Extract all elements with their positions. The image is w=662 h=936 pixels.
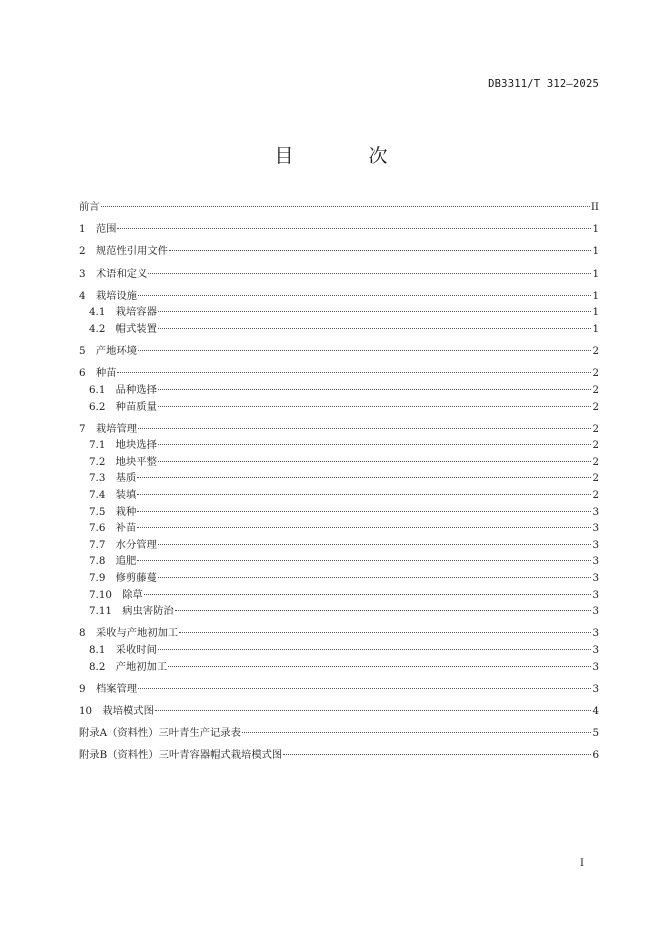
toc-entry-label: 7.1 地块选择 — [89, 439, 157, 452]
toc-entry-page: 2 — [592, 422, 599, 435]
toc-entry-label: 5 产地环境 — [79, 345, 138, 358]
toc-entry-label: 6.2 种苗质量 — [89, 400, 157, 413]
toc-leader-dots — [158, 389, 592, 390]
toc-entry-page: 3 — [592, 627, 599, 640]
page-title: 目 次 — [274, 145, 416, 167]
toc-entry-label: 8.1 采收时间 — [89, 644, 157, 656]
toc-leader-dots — [137, 511, 591, 512]
toc-leader-dots — [175, 610, 592, 611]
toc-entry[interactable] — [79, 725, 599, 742]
toc-leader-dots — [137, 494, 591, 495]
toc-entry[interactable] — [79, 399, 599, 416]
toc-entry-page: II — [590, 201, 599, 213]
toc-entry-page: 2 — [592, 472, 599, 485]
toc-leader-dots — [179, 632, 591, 633]
toc-entry-page: 3 — [592, 660, 599, 673]
toc-entry[interactable] — [79, 288, 599, 305]
toc-entry-page: 2 — [592, 383, 599, 396]
toc-entry-page: 3 — [592, 644, 599, 656]
toc-entry-label: 4 栽培设施 — [79, 289, 138, 302]
toc-leader-dots — [158, 544, 592, 545]
toc-entry-label: 6 种苗 — [79, 367, 117, 380]
toc-leader-dots — [168, 666, 591, 667]
toc-entry-page: 1 — [592, 267, 599, 280]
toc-leader-dots — [158, 444, 592, 445]
toc-leader-dots — [158, 328, 592, 329]
toc-entry-label: 4.1 栽培容器 — [89, 306, 157, 319]
toc-entry[interactable] — [79, 365, 599, 382]
toc-entry-label: 8.2 产地初加工 — [89, 660, 168, 673]
toc-entry[interactable] — [79, 681, 599, 698]
toc-entry[interactable] — [79, 243, 599, 260]
toc-entry-page: 3 — [592, 505, 599, 518]
toc-entry-label: 6.1 品种选择 — [89, 383, 157, 396]
toc-entry-label: 4.2 帽式装置 — [89, 322, 157, 335]
toc-entry[interactable] — [79, 625, 599, 642]
toc-entry[interactable] — [79, 553, 599, 570]
toc-entry-page: 3 — [592, 605, 599, 618]
toc-entry[interactable] — [79, 659, 599, 676]
toc-entry-label: 7 栽培管理 — [79, 422, 138, 435]
toc-leader-dots — [138, 428, 591, 429]
toc-entry[interactable] — [79, 642, 599, 659]
toc-entry[interactable] — [79, 382, 599, 399]
toc-entry-page: 3 — [592, 538, 599, 551]
toc-entry-page: 4 — [592, 704, 599, 717]
toc-entry-page: 2 — [592, 400, 599, 413]
toc-entry-label: 9 档案管理 — [79, 682, 138, 695]
toc-entry[interactable] — [79, 520, 599, 537]
toc-entry[interactable] — [79, 470, 599, 487]
toc-entry[interactable] — [79, 199, 599, 216]
toc-entry-label: 7.3 基质 — [89, 472, 137, 485]
toc-entry[interactable] — [79, 504, 599, 521]
toc-entry[interactable] — [79, 487, 599, 504]
toc-entry-page: 3 — [592, 555, 599, 568]
toc-entry-label: 7.8 追肥 — [89, 555, 137, 568]
toc-entry-label: 7.5 栽种 — [89, 505, 137, 518]
toc-entry-page: 2 — [592, 489, 599, 502]
toc-entry-page: 3 — [592, 682, 599, 695]
toc-entry[interactable] — [79, 537, 599, 554]
toc-leader-dots — [158, 311, 592, 312]
toc-entry-page: 1 — [592, 289, 599, 302]
toc-entry-label: 8 采收与产地初加工 — [79, 627, 179, 640]
toc-entry-label: 附录A（资料性）三叶青生产记录表 — [79, 727, 241, 740]
toc-leader-dots — [138, 350, 591, 351]
toc-entry-page: 1 — [592, 306, 599, 319]
toc-entry[interactable] — [79, 304, 599, 321]
toc-leader-dots — [283, 754, 591, 755]
toc-entry-page: 3 — [592, 588, 599, 601]
toc-leader-dots — [158, 406, 592, 407]
toc-entry-page: 6 — [592, 749, 599, 762]
toc-entry-label: 7.6 补苗 — [89, 522, 137, 535]
toc-leader-dots — [137, 477, 591, 478]
toc-leader-dots — [137, 560, 591, 561]
toc-entry-label: 7.9 修剪藤蔓 — [89, 572, 157, 585]
page-number: I — [580, 858, 584, 869]
toc-leader-dots — [117, 372, 591, 373]
toc-leader-dots — [158, 577, 592, 578]
toc-entry-page: 5 — [592, 727, 599, 740]
toc-leader-dots — [158, 461, 592, 462]
document-code: DB3311/T 312—2025 — [488, 78, 599, 90]
toc-entry[interactable] — [79, 343, 599, 360]
toc-entry-label: 10 栽培模式图 — [79, 704, 154, 717]
toc-leader-dots — [155, 710, 592, 711]
toc-entry[interactable] — [79, 437, 599, 454]
toc-entry[interactable] — [79, 703, 599, 720]
toc-leader-dots — [138, 688, 591, 689]
toc-entry-label: 附录B（资料性）三叶青容器帽式栽培模式图 — [79, 749, 283, 762]
toc-entry-page: 2 — [592, 439, 599, 452]
toc-entry-page: 2 — [592, 455, 599, 468]
toc-entry[interactable] — [79, 603, 599, 620]
toc-entry[interactable] — [79, 587, 599, 604]
toc-entry-page: 3 — [592, 572, 599, 585]
toc-entry-page: 3 — [592, 522, 599, 535]
toc-entry[interactable] — [79, 421, 599, 438]
toc-entry-label: 前言 — [79, 201, 100, 213]
toc-leader-dots — [158, 649, 592, 650]
toc-entry-label: 7.2 地块平整 — [89, 455, 157, 468]
toc-leader-dots — [101, 206, 590, 207]
toc-entry-label: 3 术语和定义 — [79, 267, 148, 280]
toc-entry-label: 2 规范性引用文件 — [79, 245, 168, 258]
toc-entry-page: 2 — [592, 345, 599, 358]
toc-leader-dots — [148, 273, 591, 274]
toc-entry-label: 7.4 装填 — [89, 489, 137, 502]
toc-leader-dots — [144, 594, 592, 595]
toc-entry-label: 1 范围 — [79, 223, 117, 236]
toc-entry-label: 7.11 病虫害防治 — [89, 605, 174, 618]
table-of-contents — [79, 199, 599, 764]
toc-entry[interactable] — [79, 266, 599, 283]
toc-leader-dots — [137, 527, 591, 528]
toc-entry-page: 1 — [592, 322, 599, 335]
toc-entry-label: 7.10 除草 — [89, 588, 143, 601]
toc-leader-dots — [169, 250, 592, 251]
toc-entry[interactable] — [79, 221, 599, 238]
toc-entry-page: 1 — [592, 245, 599, 258]
toc-entry[interactable] — [79, 321, 599, 338]
toc-leader-dots — [242, 732, 592, 733]
toc-leader-dots — [138, 295, 591, 296]
toc-entry[interactable] — [79, 570, 599, 587]
toc-entry-page: 1 — [592, 223, 599, 236]
toc-entry-label: 7.7 水分管理 — [89, 538, 157, 551]
toc-entry[interactable] — [79, 747, 599, 764]
toc-entry-page: 2 — [592, 367, 599, 380]
toc-entry[interactable] — [79, 454, 599, 471]
toc-leader-dots — [117, 228, 591, 229]
